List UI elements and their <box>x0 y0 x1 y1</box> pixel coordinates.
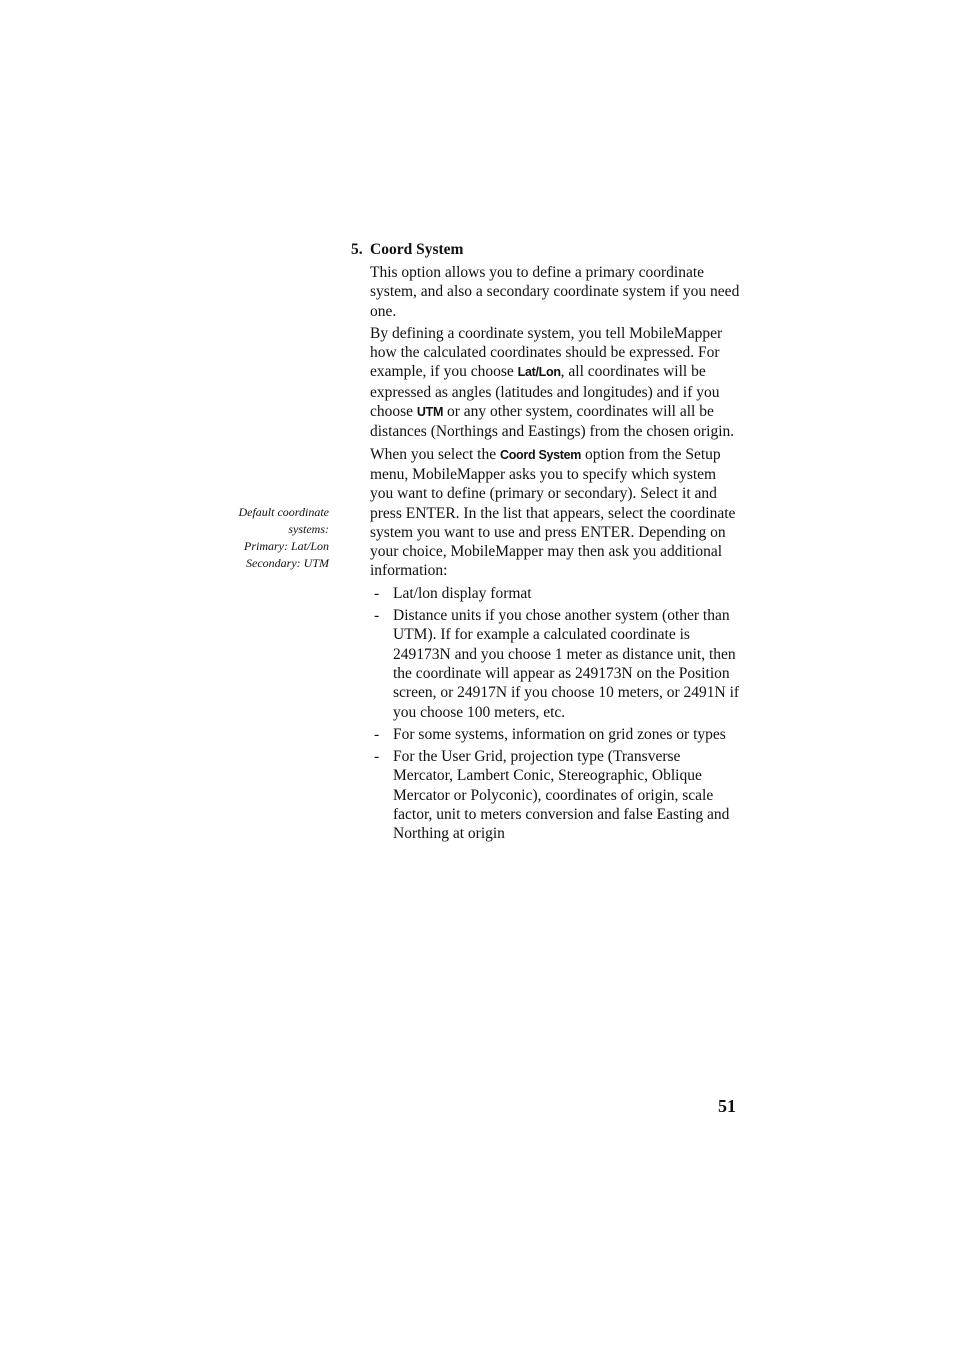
list-item <box>370 725 742 744</box>
section-heading <box>351 240 463 259</box>
list-item <box>370 606 742 722</box>
list-dash: - <box>374 725 380 743</box>
list-item-text: Distance units if you chose another system (other than UTM). If for example a calculated coordinate is 249173N and you choose 1 meter as distance unit, then the coordinate will appear as 249173N on the Position screen, or 24917N if you choose 10 meters, or 2491N if you choose 100 meters, etc. <box>393 607 740 721</box>
latlon-menu-term: Lat/Lon <box>517 365 561 380</box>
margin-note-line-1: Default coordinate <box>238 505 329 519</box>
paragraph-intro: This option allows you to define a primary coordinate system, and also a secondary coordinate system if you need one. <box>370 264 740 320</box>
coord-system-menu-term: Coord System <box>499 447 582 462</box>
paragraph-3-text-a: When you select the <box>370 445 500 463</box>
list-item-text: For some systems, information on grid zones or types <box>393 725 726 743</box>
margin-note-line-3: Primary: Lat/Lon <box>243 539 329 553</box>
list-item <box>370 747 742 843</box>
paragraph-coordinate-definition <box>370 324 742 442</box>
paragraph-2-text-b: , all coordinates will be expressed as angles (latitudes and longitudes) and if you choose <box>370 363 720 421</box>
utm-menu-term: UTM <box>416 405 444 420</box>
paragraph-setup-instructions <box>370 445 742 581</box>
list-item-text: Lat/lon display format <box>393 584 532 602</box>
margin-note <box>200 504 329 572</box>
paragraph-2-text-a: By defining a coordinate system, you tell MobileMapper how the calculated coordinates should be expressed. For example, if you choose <box>370 324 723 381</box>
section-number: 5. <box>351 241 363 258</box>
section-title: Coord System <box>370 241 464 258</box>
list-dash: - <box>374 584 380 602</box>
paragraph-2-text-c: or any other system, coordinates will all be distances (Northings and Eastings) from the chosen origin. <box>370 403 735 441</box>
paragraph-3-text-b: option from the Setup menu, MobileMapper asks you to specify which system you want to define (primary or secondary). Select it and press ENTER. In the list that appears, select the coordinate system you want to use and press ENTER. Depending on your choice, MobileMapper may then ask you additional information: <box>370 445 736 580</box>
list-dash: - <box>374 607 380 625</box>
section-body <box>370 263 742 847</box>
list-item-text: For the User Grid, projection type (Transverse Mercator, Lambert Conic, Stereographic, Oblique Mercator or Polyconic), coordinates of origin, scale factor, unit to meters conversion and false Easting and Northing at origin <box>393 748 730 843</box>
list-dash: - <box>374 748 380 766</box>
additional-info-list <box>370 584 742 844</box>
margin-note-line-2: systems: <box>288 522 329 536</box>
margin-note-line-4: Secondary: UTM <box>246 556 329 570</box>
page-number: 51 <box>718 1096 736 1116</box>
list-item <box>370 584 742 603</box>
